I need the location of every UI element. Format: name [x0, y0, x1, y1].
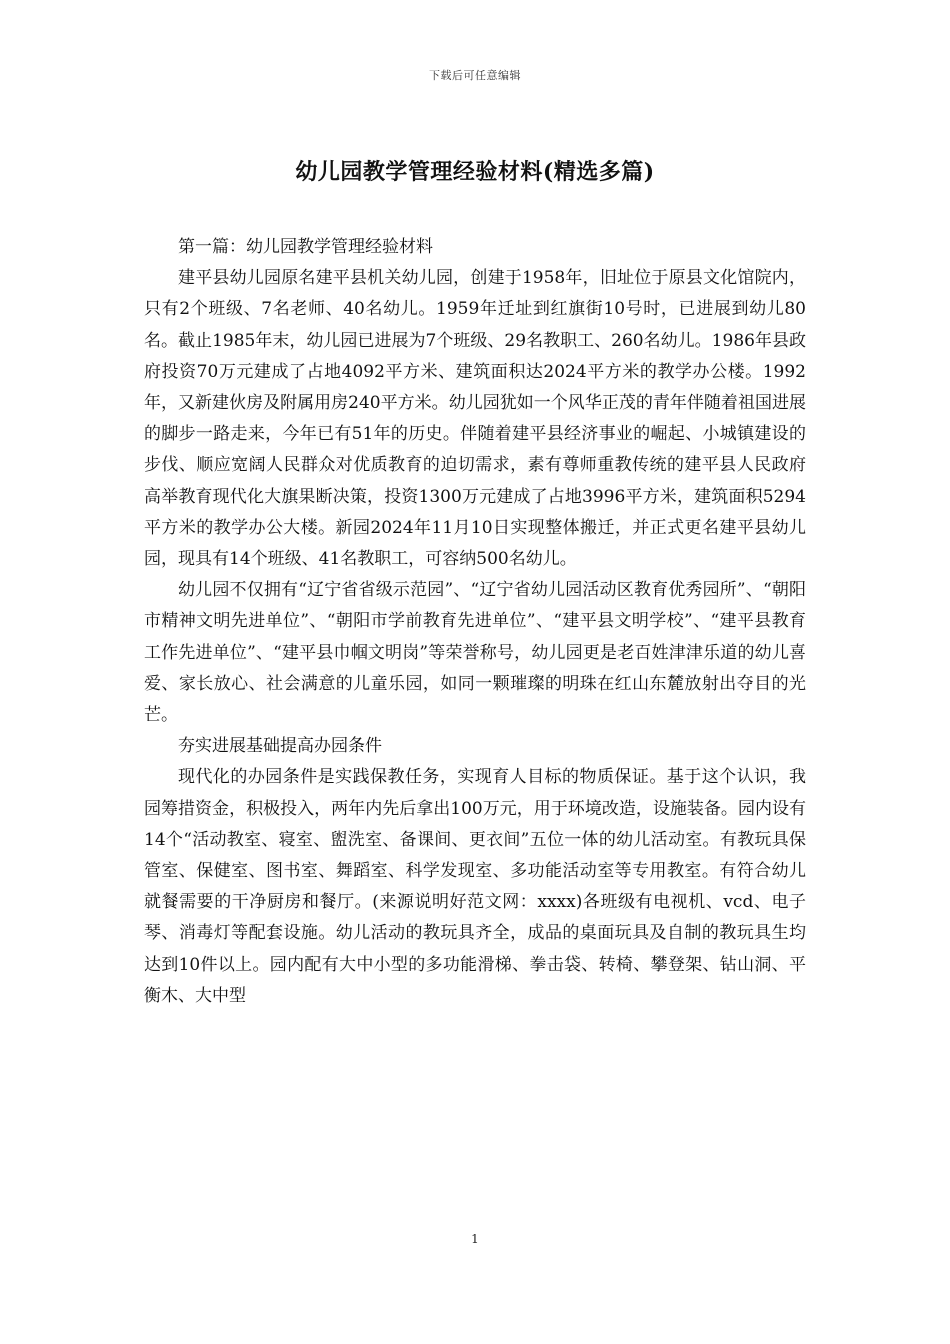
document-title: 幼儿园教学管理经验材料(精选多篇): [295, 159, 655, 185]
body-paragraph: 现代化的办园条件是实践保教任务，实现育人目标的物质保证。基于这个认识，我园筹措资金，积极投入，两年内先后拿出100万元，用于环境改造，设施装备。园内设有14个“活动教室、寝室、盥洗室、备课间、更衣间”五位一体的幼儿活动室。有教玩具保管室、保健室、图书室、舞蹈室、科学发现室、多功能活动室等专用教室。有符合幼儿就餐需要的干净厨房和餐厅。(来源说明好范文网：xxxx)各班级有电视机、vcd、电子琴、消毒灯等配套设施。幼儿活动的教玩具齐全，成品的桌面玩具及自制的教玩具生均达到10件以上。园内配有大中小型的多功能滑梯、拳击袋、转椅、攀登架、钻山洞、平衡木、大中型: [144, 767, 806, 1006]
body-paragraph: 幼儿园不仅拥有“辽宁省省级示范园”、“辽宁省幼儿园活动区教育优秀园所”、“朝阳市精神文明先进单位”、“朝阳市学前教育先进单位”、“建平县文明学校”、“建平县教育工作先进单位”、“建平县巾帼文明岗”等荣誉称号，幼儿园更是老百姓津津乐道的幼儿喜爱、家长放心、社会满意的儿童乐园，如同一颗璀璨的明珠在红山东麓放射出夺目的光芒。: [144, 580, 806, 726]
section-heading: 夯实进展基础提高办园条件: [178, 736, 382, 757]
section-heading: 第一篇：幼儿园教学管理经验材料: [178, 237, 433, 257]
body-paragraph: 建平县幼儿园原名建平县机关幼儿园，创建于1958年，旧址位于原县文化馆院内，只有2个班级、7名老师、40名幼儿。1959年迁址到红旗街10号时，已进展到幼儿80名。截止1985年末，幼儿园已进展为7个班级、29名教职工、260名幼儿。1986年县政府投资70万元建成了占地4092平方米、建筑面积达2024平方米的教学办公楼。1992年，又新建伙房及附属用房240平方米。幼儿园犹如一个风华正茂的青年伴随着祖国进展的脚步一路走来，今年已有51年的历史。伴随着建平县经济事业的崛起、小城镇建设的步伐、顺应宽阔人民群众对优质教育的迫切需求，素有尊师重教传统的建平县人民政府高举教育现代化大旗果断决策，投资1300万元建成了占地3996平方米，建筑面积5294平方米的教学办公大楼。新园2024年11月10日实现整体搬迁，并正式更名建平县幼儿园，现具有14个班级、41名教职工，可容纳500名幼儿。: [144, 268, 806, 570]
document-body: [144, 232, 806, 1012]
page-number: 1: [471, 1232, 479, 1246]
header-note: 下载后可任意编辑: [429, 69, 521, 82]
